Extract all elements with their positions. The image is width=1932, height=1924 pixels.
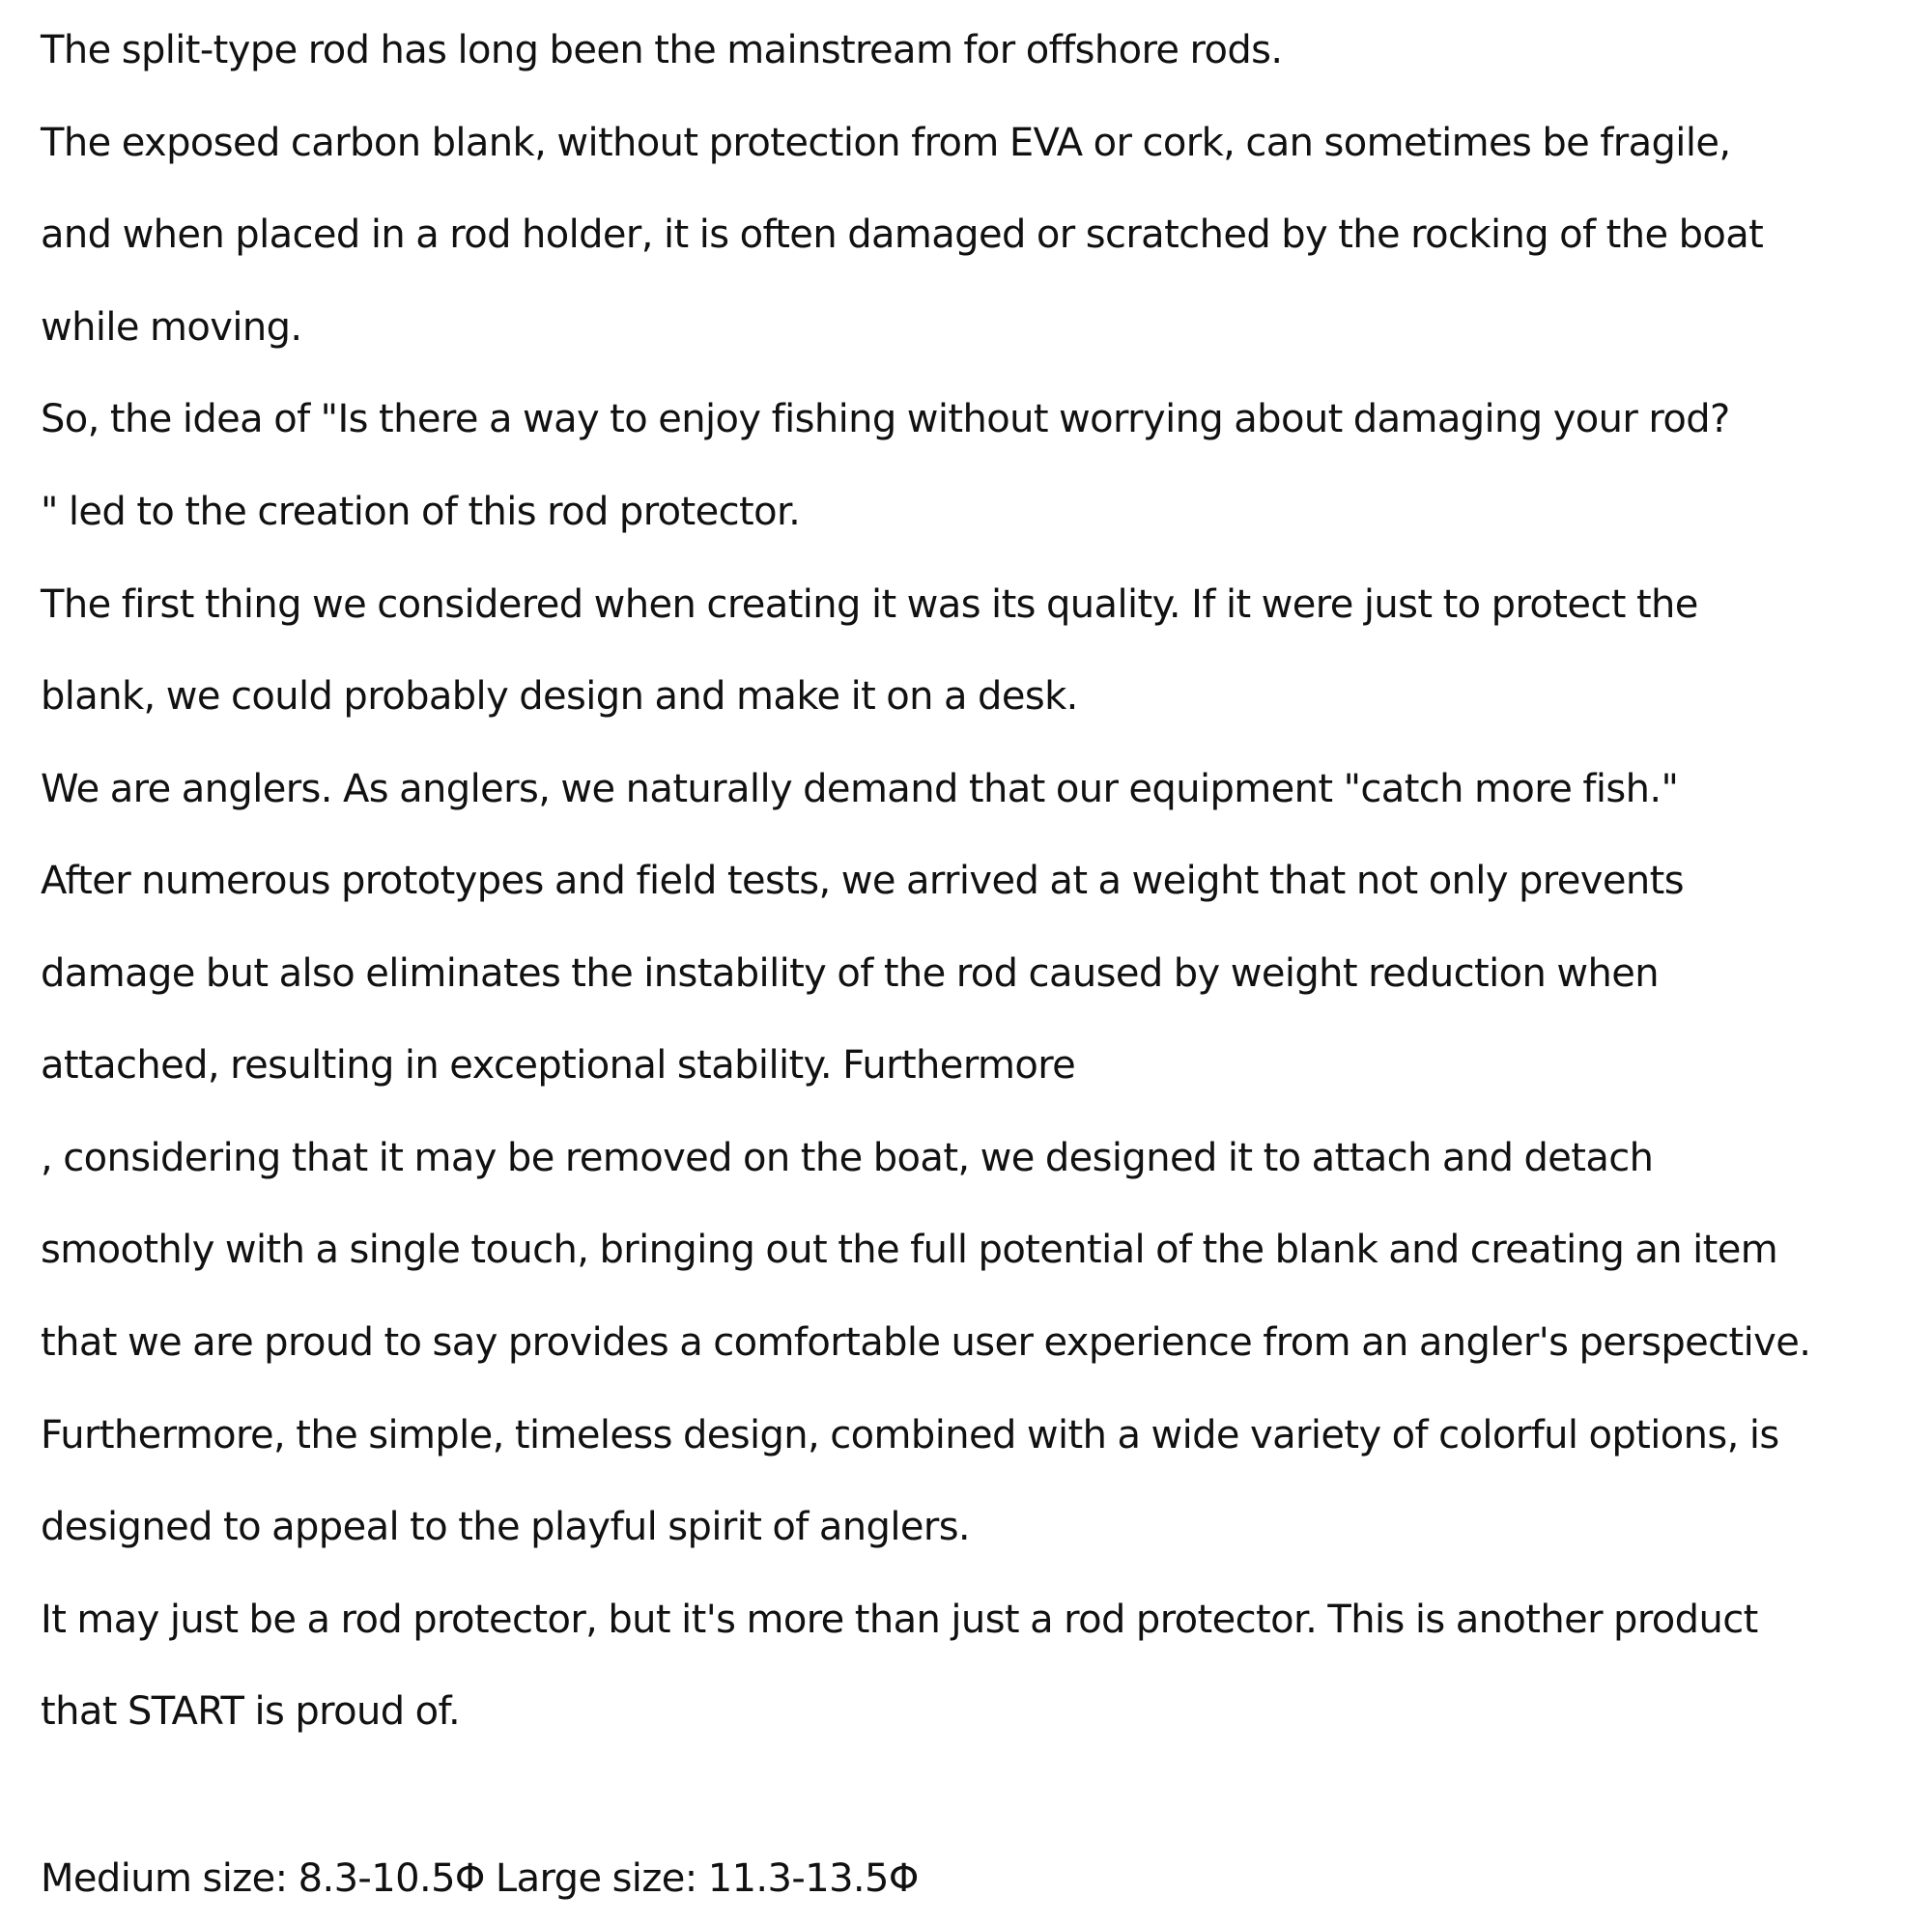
text-line: , considering that it may be removed on the boat, we designed it to attach and detach: [41, 1136, 1654, 1180]
size-info: Medium size: 8.3-10.5Φ Large size: 11.3-13.5Φ: [41, 1856, 919, 1901]
text-line: damage but also eliminates the instability of the rod caused by weight reduction when: [41, 951, 1659, 996]
text-line: that we are proud to say provides a comfortable user experience from an angler's perspective.: [41, 1320, 1811, 1365]
text-line: The first thing we considered when creating it was its quality. If it were just to protect the: [41, 582, 1698, 627]
text-line: blank, we could probably design and make it on a desk.: [41, 674, 1078, 719]
text-line: smoothly with a single touch, bringing out the full potential of the blank and creating an item: [41, 1228, 1778, 1272]
text-line: After numerous prototypes and field tests, we arrived at a weight that not only prevents: [41, 859, 1684, 903]
text-line: attached, resulting in exceptional stability. Furthermore: [41, 1043, 1076, 1088]
text-line: that START is proud of.: [41, 1689, 461, 1734]
text-line: and when placed in a rod holder, it is often damaged or scratched by the rocking of the boat: [41, 212, 1764, 257]
text-line: " led to the creation of this rod protector.: [41, 490, 801, 534]
text-line: designed to appeal to the playful spirit of anglers.: [41, 1505, 971, 1549]
text-line: The split-type rod has long been the mainstream for offshore rods.: [41, 28, 1283, 72]
text-line: It may just be a rod protector, but it's more than just a rod protector. This is another product: [41, 1598, 1758, 1642]
text-line: So, the idea of "Is there a way to enjoy fishing without worrying about damaging your rod?: [41, 397, 1730, 441]
text-line: while moving.: [41, 305, 302, 350]
text-line: We are anglers. As anglers, we naturally demand that our equipment "catch more fish.": [41, 767, 1679, 811]
text-line: The exposed carbon blank, without protection from EVA or cork, can sometimes be fragile,: [41, 121, 1731, 165]
text-line: Furthermore, the simple, timeless design, combined with a wide variety of colorful options, is: [41, 1413, 1779, 1457]
